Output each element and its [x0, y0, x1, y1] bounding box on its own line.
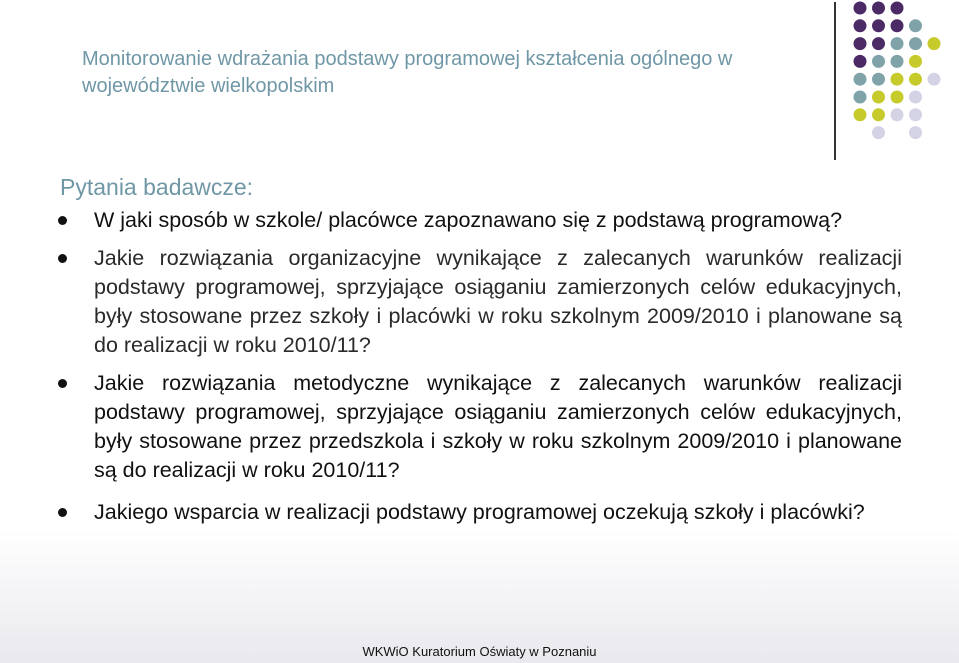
questions-list: [94, 206, 902, 539]
decorative-dot: [891, 108, 904, 121]
decorative-dot: [854, 108, 867, 121]
decorative-dot: [909, 126, 922, 139]
decorative-dot: [854, 2, 867, 15]
decorative-dot: [854, 55, 867, 68]
decorative-dot: [909, 73, 922, 86]
question-item: W jaki sposób w szkole/ placówce zapoznawano się z podstawą programową?: [94, 206, 902, 235]
decorative-dot: [854, 37, 867, 50]
decorative-dot: [909, 108, 922, 121]
decorative-dots-icon: [853, 1, 943, 141]
decorative-dot: [891, 73, 904, 86]
decorative-dot: [909, 55, 922, 68]
page-title: Monitorowanie wdrażania podstawy programowej kształcenia ogólnego w województwie wielkopolskim: [82, 48, 733, 97]
decorative-dot: [891, 55, 904, 68]
decorative-dot: [872, 73, 885, 86]
footer-text: WKWiO Kuratorium Oświaty w Poznaniu: [362, 644, 597, 659]
footer: [0, 644, 959, 659]
question-item: Jakie rozwiązania metodyczne wynikające z zalecanych warunków realizacji podstawy programowej, sprzyjające osiąganiu zamierzonych celów edukacyjnych, były stosowane przez przedszkola i szkoły w roku szkolnym 2009/2010 i planowane są do realizacji w roku 2010/11?: [94, 369, 902, 485]
header-divider: [834, 2, 836, 160]
section-title: Pytania badawcze:: [60, 174, 254, 200]
decorative-dot: [854, 19, 867, 32]
decorative-dot: [891, 2, 904, 15]
decorative-dot: [928, 73, 941, 86]
decorative-dot: [854, 91, 867, 104]
decorative-dot: [891, 91, 904, 104]
decorative-dot: [872, 55, 885, 68]
decorative-dot: [928, 37, 941, 50]
decorative-dot: [891, 19, 904, 32]
decorative-dot: [872, 37, 885, 50]
decorative-dot: [909, 91, 922, 104]
question-item: Jakiego wsparcia w realizacji podstawy programowej oczekują szkoły i placówki?: [94, 494, 902, 530]
decorative-dot: [909, 37, 922, 50]
decorative-dot: [854, 73, 867, 86]
decorative-dot: [872, 126, 885, 139]
decorative-dot: [909, 19, 922, 32]
decorative-dot: [872, 108, 885, 121]
decorative-dot: [872, 91, 885, 104]
decorative-dot: [872, 19, 885, 32]
decorative-dot: [891, 37, 904, 50]
decorative-dot: [872, 2, 885, 15]
question-item: Jakie rozwiązania organizacyjne wynikające z zalecanych warunków realizacji podstawy programowej, sprzyjające osiąganiu zamierzonych celów edukacyjnych, były stosowane przez szkoły i placówki w roku szkolnym 2009/2010 i planowane są do realizacji w roku 2010/11?: [94, 244, 902, 360]
